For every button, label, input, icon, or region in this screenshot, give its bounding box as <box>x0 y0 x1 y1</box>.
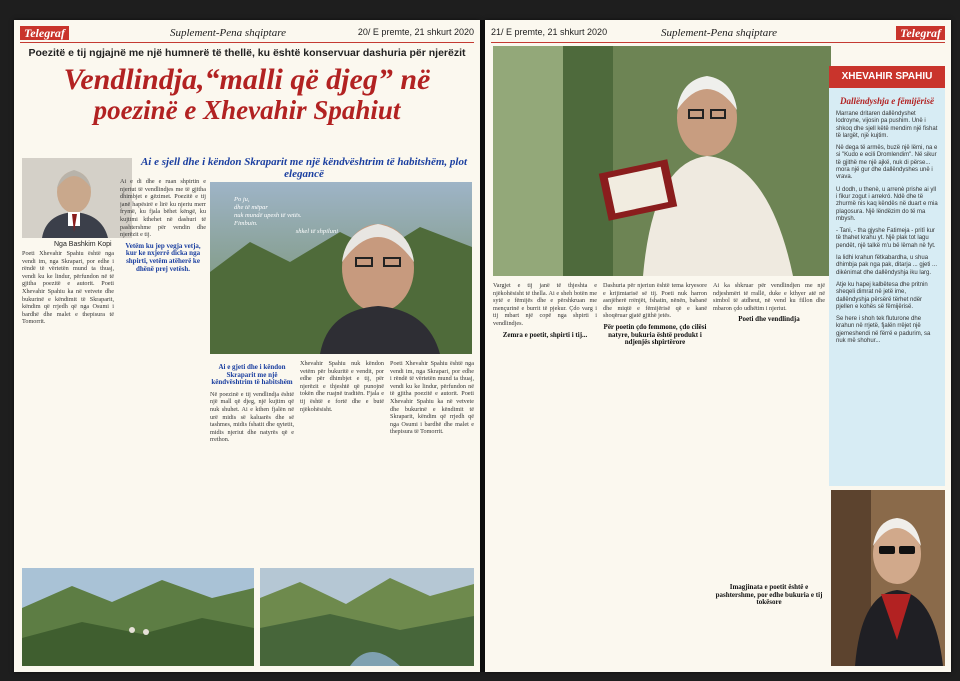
column-3-text: Ai ka shkruar për vendlindjen me një ndjeshmëri të rrallë, duke e kthyer atë në simbol të atdheut, në vend ku fillon dhe mbaron çdo udhëtim i njeriut. <box>713 282 825 312</box>
column-3-subhead: Poeti dhe vendlindja <box>738 315 800 324</box>
sidebar-poem-title: Dallëndyshja e fëmijërisë <box>840 96 934 106</box>
poem-stanza: Atje ku hapej kalbëtesa dhe pritnin sheqeli dimrat në jetë ime, dallëndyshja përsërë tërhet ndër pjellen e kohës së fëmijërisë. <box>836 281 928 310</box>
author-photo-caption: Nga Bashkim Kopi <box>54 241 112 248</box>
poem-overlay-text: Po ju, dhe të mëpar nuk mundë upesh të vetës. Fimbuin. <box>234 196 302 227</box>
article-column-2 <box>120 178 206 562</box>
column-1-text: Vargjet e tij janë të thjeshta e njëkohësisht të thella. Ai e sheh botën me sytë e fëmijës dhe e përshkruan me mençurinë e burrit të pjekur. Çdo varg i tij mbart një copë nga shpirti i vendlindjes. <box>493 282 597 327</box>
poem-overlay-signature: shkel të shpiluni <box>295 228 338 235</box>
article-column-4 <box>300 360 384 562</box>
column-2-subhead: Për poetin çdo femmone, çdo cilësi natyre, bukuria është produkt i ndjenjës shpirtërore <box>603 322 707 347</box>
section-name: Suplement-Pena shqiptare <box>661 27 777 39</box>
poet-sunglasses-photo <box>831 490 945 666</box>
poem-stanza: - Tani, - tha gjyshe Fatimeja - pritï kur të thahet krahu yt. Një plak tot lagu pendët, një talkë m'u bë lëmah në fyt. <box>836 228 936 249</box>
article-headline <box>24 64 470 124</box>
column-2-subhead: Vetëm ku jep vegja vetja, kur ke nxjerrë dicka nga shpirti, vetëm atëherë ke dhënë prej vetësh. <box>125 241 201 273</box>
article-column-2 <box>603 282 707 666</box>
sidebar-poem-body <box>829 111 945 345</box>
page-info: 21/ E premte, 21 shkurt 2020 <box>491 27 608 37</box>
column-2-text: Dashuria për njeriun është tema kryesore e krijimtarisë së tij. Poeti nuk harron asnjëherë rrënjët, fshatin, nënën, babanë dhe miqtë e fëmijërisë që e kanë shoqëruar gjatë gjithë jetës. <box>603 282 707 320</box>
column-5-text: Poeti Xhevahir Spahiu është nga vendi im, nga Skrapari, por edhe i rëndë të vërtetën mund ta thuaj, vendi ku ke lindur, përfundon në të gjitha poezitë e autorit. Poeti Xhevahir Spahiu ka në vetvete dhe bukurinë e këndimit të Skraparit, këndim që rrjedh që nga Osumi i bardhë dhe malet e thepisura të Tomorrit. <box>390 360 474 436</box>
masthead-logo: Telegraf <box>20 26 69 40</box>
newspaper-page-left <box>14 20 480 672</box>
headline-line-2: poezinë e Xhevahir Spahiut <box>93 94 401 125</box>
column-1-subhead: Zemra e poetit, shpirti i tij... <box>502 330 588 339</box>
article-kicker: Poezitë e tij ngjajnë me një humnerë të thellë, ku është konservuar dashuria për njerëzit <box>28 47 466 59</box>
column-1-text: Poeti Xhevahir Spahiu është nga vendi im, nga Skrapari, por edhe i rëndë të vërtetën mund ta thuaj, vendi ku ke lindur, përfundon në të gjitha poezitë e autorit. Poeti Xhevahir Spahiu ka në vetvete dhe bukurinë e këndimit të Skraparit, këndim që rrjedh që nga Osumi i bardhë dhe malet e thepisura të Tomorrit. <box>22 250 114 326</box>
page-header <box>491 26 945 43</box>
column-2-text: Ai e di dhe e ruan shpirtin e njeriut të vendlindjes me të gjitha dhimbjet e gëzimet. Poezitë e tij janë hapësirë e lirë ku njeriu merr frymë, ku fjala bëhet këngë, ku kujtimi kthehet në dashuri të pashtershme për vendin dhe njerëzit e tij. <box>120 178 206 239</box>
sidebar-title: XHEVAHIR SPAHIU <box>829 66 945 88</box>
masthead-logo: Telegraf <box>896 26 945 40</box>
poet-reading-photo <box>493 46 831 276</box>
author-photo <box>22 158 132 238</box>
headline-line-1: Vendlindja,“malli që djeg” në <box>63 63 431 96</box>
poem-stanza: Në dega të armës, buzë një lëmi, na e si "Kudo e ecili Dromlendim". Në sikur të gjithë me një ajkë, nuk di përse... mora një gur dhe dallëndyshes unë i vrava. <box>836 145 938 181</box>
landscape-photo-2 <box>260 568 474 666</box>
column-3-subhead-2: Imagjinata e poetit është e pashtershme, por edhe bukuria e tij tokësore <box>715 583 823 607</box>
page-info: 20/ E premte, 21 shkurt 2020 <box>357 27 474 37</box>
section-name: Suplement-Pena shqiptare <box>170 27 286 39</box>
article-column-3 <box>210 360 294 562</box>
poem-stanza: Marrane dritarеn dallëndyshet lodroyne, vijosin pa pushim. Unë i shkoq dhe sjell këtë mendim një fishat të largët, një kujtim. <box>836 111 938 139</box>
poem-stanza: Se here i shoh tek fluturone dhe krahun në rrjetë, fjalën rrëjet një gjemeshendi në fërrë e padurim, sa nuk më shohur... <box>836 316 931 345</box>
article-column-3-bottom <box>713 580 825 666</box>
article-column-1 <box>22 250 114 562</box>
article-column-5 <box>390 360 474 562</box>
column-3-subhead: Ai e gjeti dhe i këndon Skraparit me një këndvështrim të habitshëm <box>211 363 293 387</box>
poem-stanza: U dodh, u thenè, u arrenè prishe ai yll i fikur zogut i arrekró. Ndë dhe të zhurmë nis kaq këndës në duart e mia plagosura. Një lëndëzim do të ma mbysh. <box>836 186 938 222</box>
article-lead: Ai e sjell dhe i këndon Skraparit me një këndvështrim të habitshëm, plot elegancë <box>140 156 468 180</box>
poem-sidebar <box>829 66 945 486</box>
column-3-text: Në poezinë e tij vendlindja është një mall që djeg, një kujtim që nuk shuhet. Ai e kthen fjalën në urë midis së kaluarës dhe së tashmes, midis fshatit dhe qytetit, midis njeriut dhe natyrës që e rrethon. <box>210 390 294 444</box>
article-column-1 <box>493 282 597 666</box>
column-4-text: Xhevahir Spahiu nuk këndon vetëm për bukuritë e vendit, por edhe për dhimbjet e tij, për njerëzit e thjeshtë që punojnë tokën dhe ruajnë traditën. Fjala e tij është e fortë dhe e butë njëkohësisht. <box>300 360 384 413</box>
newspaper-page-right <box>485 20 951 672</box>
landscape-photo-1 <box>22 568 254 666</box>
poem-stanza: Ia lidhi krahun fëtkabardha, u shua dhimbja pak nga pak, ditarja ... gjeti ... dikénimat dhe dallëndyshja iku larg. <box>836 255 938 276</box>
page-header <box>20 26 474 43</box>
